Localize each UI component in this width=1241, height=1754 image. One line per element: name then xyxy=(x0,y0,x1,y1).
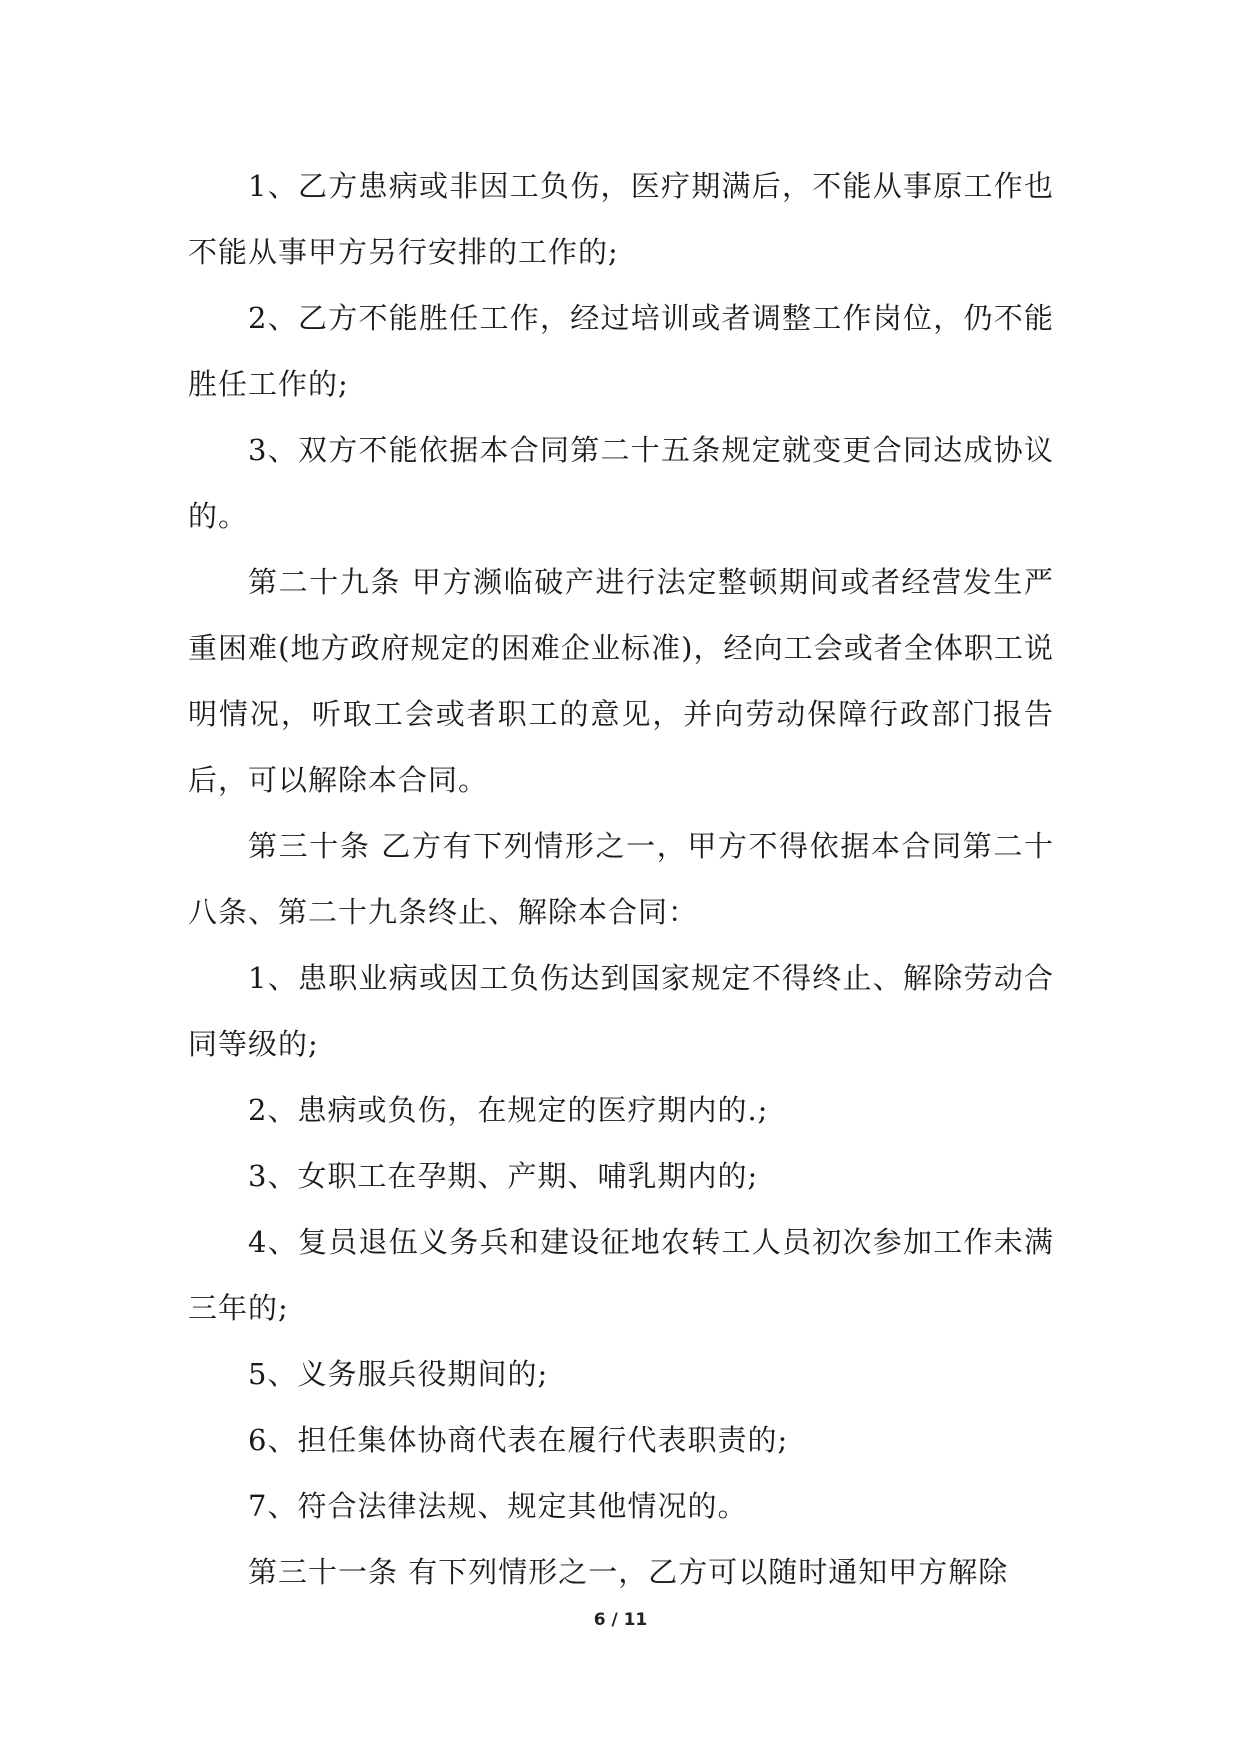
article-29: 第二十九条 甲方濒临破产进行法定整顿期间或者经营发生严重困难(地方政府规定的困难企业标准)，经向工会或者全体职工说明情况，听取工会或者职工的意见，并向劳动保障行政部门报告后，可以解除本合同。 xyxy=(188,565,1054,797)
article-30-item-1: 1、患职业病或因工负伤达到国家规定不得终止、解除劳动合同等级的; xyxy=(188,961,1054,1061)
paragraph-1: 1、乙方患病或非因工负伤，医疗期满后，不能从事原工作也不能从事甲方另行安排的工作的; xyxy=(188,169,1054,269)
paragraph-3: 3、双方不能依据本合同第二十五条规定就变更合同达成协议的。 xyxy=(188,433,1054,533)
document-body xyxy=(188,153,1054,1605)
article-30-item-3: 3、女职工在孕期、产期、哺乳期内的; xyxy=(248,1159,759,1193)
article-31: 第三十一条 有下列情形之一，乙方可以随时通知甲方解除 xyxy=(248,1555,1009,1589)
article-30-item-6: 6、担任集体协商代表在履行代表职责的; xyxy=(248,1423,789,1457)
page-number: 6 / 11 xyxy=(593,1610,648,1630)
article-30: 第三十条 乙方有下列情形之一，甲方不得依据本合同第二十八条、第二十九条终止、解除本合同： xyxy=(188,829,1054,929)
article-30-item-4: 4、复员退伍义务兵和建设征地农转工人员初次参加工作未满三年的; xyxy=(188,1225,1054,1325)
article-30-item-5: 5、义务服兵役期间的; xyxy=(248,1357,549,1391)
paragraph-2: 2、乙方不能胜任工作，经过培训或者调整工作岗位，仍不能胜任工作的; xyxy=(188,301,1054,401)
article-30-item-7: 7、符合法律法规、规定其他情况的。 xyxy=(248,1489,748,1523)
article-30-item-2: 2、患病或负伤，在规定的医疗期内的.; xyxy=(248,1093,769,1127)
